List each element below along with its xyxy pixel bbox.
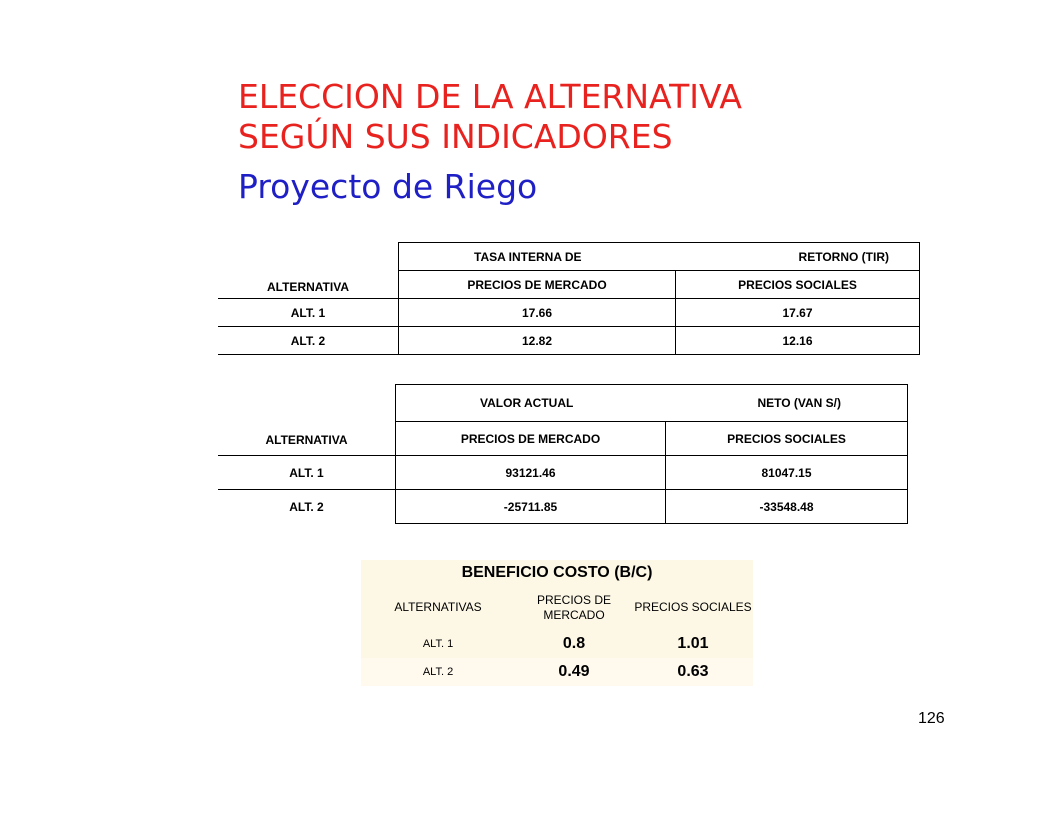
tir-row-alt: ALT. 2 <box>218 327 399 355</box>
van-table <box>218 384 908 524</box>
bc-header-row <box>361 585 753 630</box>
van-group-right: NETO (VAN S/) <box>757 396 841 410</box>
table-row <box>218 456 908 490</box>
tir-col-market: PRECIOS DE MERCADO <box>399 271 676 299</box>
bc-row-social: 0.63 <box>677 663 709 680</box>
bc-row-alt: ALT. 1 <box>422 638 454 650</box>
bc-table-title: BENEFICIO COSTO (B/C) <box>461 564 653 581</box>
tir-row-alt: ALT. 1 <box>218 299 399 327</box>
van-row-market: 93121.46 <box>396 456 666 490</box>
van-alternative-header: ALTERNATIVA <box>218 385 396 456</box>
table-row <box>218 299 920 327</box>
bc-col-social: PRECIOS SOCIALES <box>634 600 752 614</box>
van-row-social: -33548.48 <box>666 490 908 524</box>
bc-row-social: 1.01 <box>677 635 709 652</box>
bc-col-alternatives: ALTERNATIVAS <box>394 600 482 614</box>
van-col-social: PRECIOS SOCIALES <box>666 422 908 456</box>
bc-table <box>361 560 753 686</box>
tir-col-social: PRECIOS SOCIALES <box>676 271 920 299</box>
bc-row-market: 0.8 <box>562 635 586 652</box>
tir-group-right: RETORNO (TIR) <box>798 249 889 264</box>
table-row <box>361 630 753 658</box>
title-line-2: SEGÚN SUS INDICADORES <box>238 117 673 156</box>
van-group-left: VALOR ACTUAL <box>480 396 574 410</box>
tir-row-market: 17.66 <box>399 299 676 327</box>
tir-alternative-header: ALTERNATIVA <box>218 243 399 299</box>
tir-row-market: 12.82 <box>399 327 676 355</box>
tir-group-header <box>399 243 920 271</box>
page-number: 126 <box>918 710 945 727</box>
table-row <box>218 490 908 524</box>
tir-row-social: 12.16 <box>676 327 920 355</box>
van-row-market: -25711.85 <box>396 490 666 524</box>
tir-group-left: TASA INTERNA DE <box>474 249 582 264</box>
tir-row-social: 17.67 <box>676 299 920 327</box>
van-group-header <box>396 385 908 422</box>
table-row <box>218 327 920 355</box>
bc-row-market: 0.49 <box>558 663 590 680</box>
van-row-alt: ALT. 1 <box>218 456 396 490</box>
subtitle-project: Proyecto de Riego <box>238 167 538 206</box>
tir-table <box>218 242 920 355</box>
van-col-market: PRECIOS DE MERCADO <box>396 422 666 456</box>
van-row-alt: ALT. 2 <box>218 490 396 524</box>
title-line-1: ELECCION DE LA ALTERNATIVA <box>238 77 742 116</box>
van-row-social: 81047.15 <box>666 456 908 490</box>
bc-row-alt: ALT. 2 <box>422 666 454 678</box>
table-row <box>361 658 753 686</box>
bc-col-market: PRECIOS DE MERCADO <box>536 592 611 622</box>
